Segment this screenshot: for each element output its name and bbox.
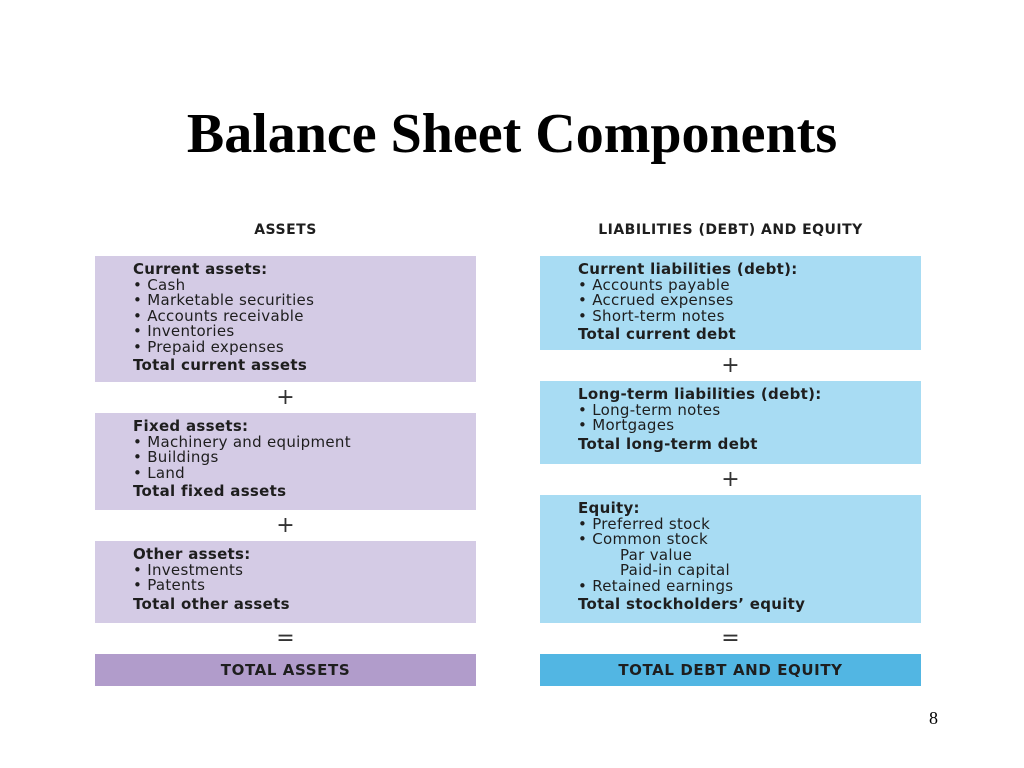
current-debt-total: Total current debt (578, 325, 737, 343)
list-item: • Prepaid expenses (133, 337, 284, 356)
list-item: • Investments (133, 560, 244, 579)
list-item: • Mortgages (578, 416, 675, 434)
current-assets-box (95, 256, 476, 382)
list-item: • Accounts payable (578, 275, 730, 294)
list-item: • Buildings (133, 448, 219, 466)
list-item: • Marketable securities (133, 291, 315, 309)
plus-sign: + (276, 513, 295, 538)
current-liabilities-box (540, 256, 921, 350)
plus-sign: + (721, 353, 740, 378)
liabilities-header: LIABILITIES (DEBT) AND EQUITY (598, 222, 863, 238)
list-item: • Patents (133, 576, 206, 594)
list-item: • Retained earnings (578, 576, 734, 595)
liabilities-column (540, 218, 921, 686)
list-item: • Land (133, 463, 185, 482)
fixed-assets-box (95, 413, 476, 510)
current-liabilities-title: Current liabilities (debt): (578, 260, 798, 278)
list-item: • Short-term notes (578, 306, 725, 325)
plus-sign: + (276, 385, 295, 410)
list-item: • Machinery and equipment (133, 432, 351, 451)
fixed-assets-total: Total fixed assets (133, 482, 287, 500)
list-item: • Cash (133, 275, 186, 294)
longterm-debt-total: Total long-term debt (578, 434, 758, 453)
equity-total: Total stockholders’ equity (578, 595, 806, 613)
other-assets-total: Total other assets (133, 594, 290, 613)
list-subitem: Par value (620, 545, 693, 564)
equity-box (540, 495, 921, 623)
list-item: • Accounts receivable (133, 306, 304, 325)
page-number: 8 (929, 708, 938, 728)
slide-title: Balance Sheet Components (186, 103, 838, 165)
fixed-assets-title: Fixed assets: (133, 417, 249, 435)
list-item: • Inventories (133, 322, 235, 340)
list-subitem: Paid-in capital (620, 561, 730, 579)
total-assets-bar: TOTAL ASSETS (95, 654, 476, 686)
other-assets-title: Other assets: (133, 545, 251, 563)
list-item: • Accrued expenses (578, 291, 734, 309)
equity-title: Equity: (578, 499, 640, 517)
plus-sign: + (721, 467, 740, 492)
equals-sign: = (721, 626, 740, 651)
other-assets-box (95, 541, 476, 623)
longterm-liabilities-box (540, 381, 921, 464)
list-item: • Common stock (578, 530, 708, 548)
current-assets-title: Current assets: (133, 260, 268, 278)
assets-header: ASSETS (254, 222, 317, 238)
total-debt-equity-bar: TOTAL DEBT AND EQUITY (540, 654, 921, 686)
list-item: • Preferred stock (578, 514, 711, 533)
list-item: • Long-term notes (578, 400, 721, 419)
current-assets-total: Total current assets (133, 356, 308, 374)
equals-sign: = (276, 626, 295, 651)
longterm-liabilities-title: Long-term liabilities (debt): (578, 385, 822, 403)
assets-column (95, 218, 476, 686)
